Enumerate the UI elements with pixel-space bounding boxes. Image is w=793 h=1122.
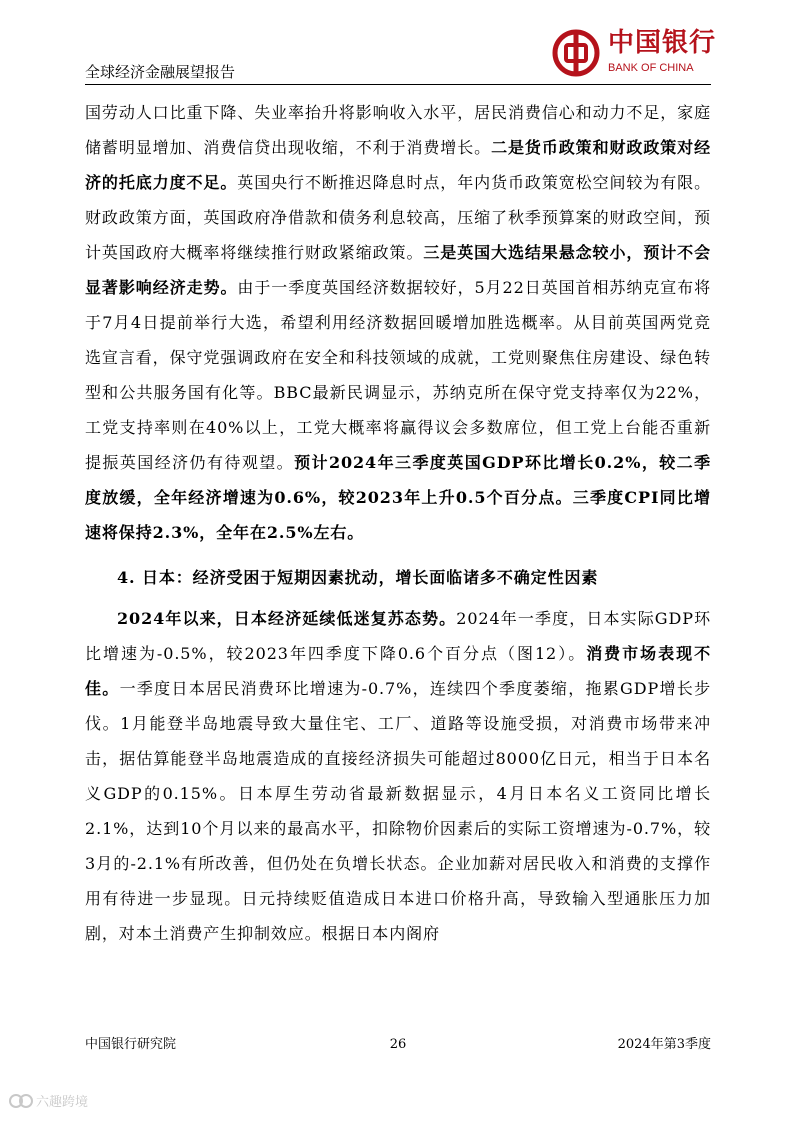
watermark-text: 六趣跨境 xyxy=(36,1095,89,1110)
bold-run: 三是英国大选结果悬念较小，预计不会显著影响经济走势。 xyxy=(85,243,711,297)
watermark xyxy=(8,1093,88,1113)
paragraph-uk-outlook xyxy=(85,95,711,550)
watermark-logo-icon xyxy=(8,1093,34,1109)
text-run: 一季度日本居民消费环比增速为-0.7%，连续四个季度萎缩，拖累GDP增长步伐。1月能登半岛地震导致大量住宅、工厂、道路等设施受损，对消费市场带来冲击，据估算能登半岛地震造成的直接经济损失可能超过8000亿日元，相当于日本名义GDP的0.15%。日本厚生劳动省最新数据显示，4月日本名义工资同比增长2.1%，达到10个月以来的最高水平，扣除物价因素后的实际工资增速为-0.7%，较3月的-2.1%有所改善，但仍处在负增长状态。企业加薪对居民收入和消费的支撑作用有待进一步显现。日元持续贬值造成日本进口价格升高，导致输入型通胀压力加剧，对本土消费产生抑制效应。根据日本内阁府 xyxy=(85,679,711,943)
text-run: 国劳动人口比重下降、失业率抬升将影响收入水平，居民消费信心和动力不足，家庭储蓄明显增加、消费信贷出现收缩，不利于消费增长。 xyxy=(85,103,711,157)
report-title: 全球经济金融展望报告 xyxy=(85,63,236,81)
paragraph-japan-economy xyxy=(85,601,711,951)
header-rule xyxy=(85,84,711,85)
logo-english-name: BANK OF CHINA xyxy=(608,62,694,74)
bold-run: 二是货币政策和财政政策对经济的托底力度不足。 xyxy=(85,138,711,192)
footer-period: 2024年第3季度 xyxy=(617,1037,711,1052)
bank-of-china-logo xyxy=(551,24,716,82)
report-body xyxy=(85,95,711,951)
page-footer xyxy=(85,1035,711,1055)
text-run: 由于一季度英国经济数据较好，5月22日英国首相苏纳克宣布将于7月4日提前举行大选，希望利用经济数据回暖增加胜选概率。从目前英国两党竞选宣言看，保守党强调政府在安全和科技领域的成就，工党则聚焦住房建设、绿色转型和公共服务国有化等。BBC最新民调显示，苏纳克所在保守党支持率仅为22%，工党支持率则在40%以上，工党大概率将赢得议会多数席位，但工党上台能否重新提振英国经济仍有待观望。 xyxy=(85,278,711,472)
bold-run: 消费市场表现不佳。 xyxy=(85,644,711,698)
section-heading-japan: 4. 日本：经济受困于短期因素扰动，增长面临诸多不确定性因素 xyxy=(117,568,599,587)
bold-run: 2024年以来，日本经济延续低迷复苏态势。 xyxy=(117,609,457,628)
bank-of-china-emblem-icon xyxy=(551,28,601,78)
footer-institute: 中国银行研究院 xyxy=(85,1037,177,1052)
bold-run: 预计2024年三季度英国GDP环比增长0.2%，较二季度放缓，全年经济增速为0.6%，较2023年上升0.5个百分点。三季度CPI同比增速将保持2.3%，全年在2.5%左右。 xyxy=(85,453,711,542)
text-run: 2024年一季度，日本实际GDP环比增速为-0.5%，较2023年四季度下降0.6个百分点（图12）。 xyxy=(85,609,711,663)
text-run: 英国央行不断推迟降息时点，年内货币政策宽松空间较为有限。财政政策方面，英国政府净借款和债务利息较高，压缩了秋季预算案的财政空间，预计英国政府大概率将继续推行财政紧缩政策。 xyxy=(85,173,711,262)
logo-chinese-name: 中国银行 xyxy=(608,28,717,58)
page-number: 26 xyxy=(389,1037,407,1052)
